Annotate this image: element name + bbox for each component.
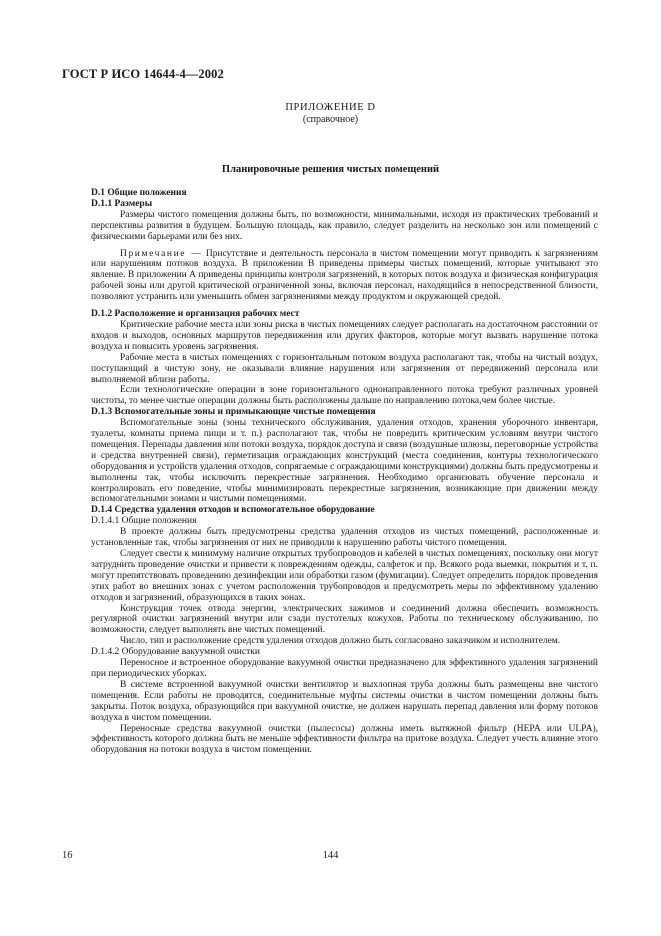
annex-subtitle: (справочное) (302, 114, 359, 125)
paragraph: Размеры чистого помещения должны быть, по возможности, минимальными, исходя из практических требований и перспективы развития в будущем. Большую площадь, как правило, следует разделить на несколько зон или помещений с физическими барьерами или без них. (91, 209, 598, 242)
paragraph: В проекте должны быть предусмотрены средства удаления отходов из чистых помещений, расположенные и установленные так, чтобы загрязнения от них не приводили к нарушению работы чистого помещения. (91, 527, 598, 549)
heading-d1-3: D.1.3 Вспомогательные зоны и примыкающие чистые помещения (91, 407, 376, 418)
paragraph: Переносное и встроенное оборудование вакуумной очистки предназначено для эффективного удаления загрязнений при периодических уборках. (91, 658, 598, 679)
paragraph: Следует свести к минимуму наличие открытых трубопроводов и кабелей в чистых помещениях, поскольку они могут затруднить проведение очистки и привести к повреждениям одежды, салфеток и пр. Всякого рода выемки, покрытия и т. п. могут препятствовать проведению дезинфекции или обработки газом (фумигации). Следует определить порядок проведения этих работ во внешних зонах с учетом расположения трубопроводов и предусмотреть меры по эффективному удалению отходов и загрязнений, образующихся в таких зонах. (91, 549, 598, 603)
paragraph: Число, тип и расположение средств удаления отходов должно быть согласовано заказчиком и исполнителем. (120, 636, 561, 647)
page-number-center: 144 (322, 850, 339, 861)
heading-d1-2: D.1.2 Расположение и организация рабочих мест (91, 309, 300, 320)
paragraph: Переносные средства вакуумной очистки (пылесосы) должны иметь вытяжной фильтр (HEPA или ULPA), эффективность которого должна быть не меньше эффективности фильтра на притоке воздуха. Следует учесть влияние этого оборудования на потоки воздуха в чистом помещении. (91, 723, 598, 756)
annex-title: ПРИЛОЖЕНИЕ D (285, 102, 376, 113)
heading-d1-4-1: D.1.4.1 Общие положения (91, 516, 197, 527)
note-lead: Примечание — (120, 248, 203, 259)
paragraph: Если технологические операции в зоне горизонтального однонаправленного потока требуют различных уровней чистоты, то менее чистые операции должны быть расположены дальше по направлению потока,чем более чистые. (91, 385, 598, 407)
paragraph: В системе встроенной вакуумной очистки вентилятор и выхлопная труба должны быть размещены вне чистого помещения. Если работы не проводятся, соединительные муфты системы очистки в чистом помещении должны быть закрыты. Поток воздуха, образующийся при вакуумной очистке, не должен нарушать перепад давления или форму потоков воздуха в чистом помещении. (91, 679, 598, 723)
heading-d1: D.1 Общие положения (91, 188, 187, 198)
paragraph: Критические рабочие места или зоны риска в чистых помещениях следует располагать на достаточном расстоянии от входов и выходов, основных маршрутов передвижения или других факторов, которые могут вызвать нарушение потока воздуха и повысить уровень загрязнения. (91, 319, 598, 352)
note-text: Присутствие и деятельность персонала в чистом помещении могут приводить к загрязнениям или нарушениям потоков воздуха. В приложении В приведены примеры чистых помещений, которые учитывают это явление. В приложении А приведены принципы контроля загрязнений, в которых поток воздуха и физическая конфигурация рабочей зоны или другой критической ограниченной зоны, включая персонал, находящийся в непосредственной близости, позволяют устранить или уменьшить обмен загрязнениями между продуктом и окружающей средой. (91, 248, 598, 303)
paragraph: Конструкция точек отвода энергии, электрических зажимов и соединений должна обеспечить возможность регулярной очистки загрязнений внутри или сзади пустотелых кожухов. Работы по техническому обслуживанию, по возможности, следует выполнять вне чистых помещений. (91, 603, 598, 636)
heading-d1-4: D.1.4 Средства удаления отходов и вспомогательное оборудование (91, 505, 375, 516)
document-body (91, 188, 598, 756)
page-number-left: 16 (62, 850, 73, 861)
heading-d1-4-2: D.1.4.2 Оборудование вакуумной очистки (91, 647, 260, 658)
standard-header: ГОСТ Р ИСО 14644-4—2002 (62, 67, 224, 81)
section-title: Планировочные решения чистых помещений (221, 164, 440, 175)
heading-d1-1: D.1.1 Размеры (91, 198, 153, 209)
paragraph: Вспомогательные зоны (зоны технического обслуживания, удаления отходов, хранения уборочного инвентаря, туалеты, комнаты приема пищи и т. п.) располагают так, чтобы не повредить критическим условиям внутри чистого помещения. Перепады давления или потоки воздуха, порядок доступа и связи (воздушные шлюзы, переговорные устройства и средства внутренней связи), герметизация ограждающих конструкций (места соединения, контуры технологического оборудования и устройств удаления отходов, сопрягаемые с ограждающими конструкциями) должны быть предусмотрены и выполнены так, чтобы исключить перекрестные загрязнения. Необходимо организовать обучение персонала и контролировать его поведение, чтобы минимизировать перекрестные загрязнения, возникающие при движении между вспомогательными зонами и чистыми помещениями. (91, 418, 598, 505)
note (91, 249, 598, 304)
paragraph: Рабочие места в чистых помещениях с горизонтальным потоком воздуха располагают так, чтобы на чистый воздух, поступающий в чистую зону, не оказывали влияние нарушения или загрязнения от передвижений персонала или выполняемой вблизи работы. (91, 352, 598, 385)
